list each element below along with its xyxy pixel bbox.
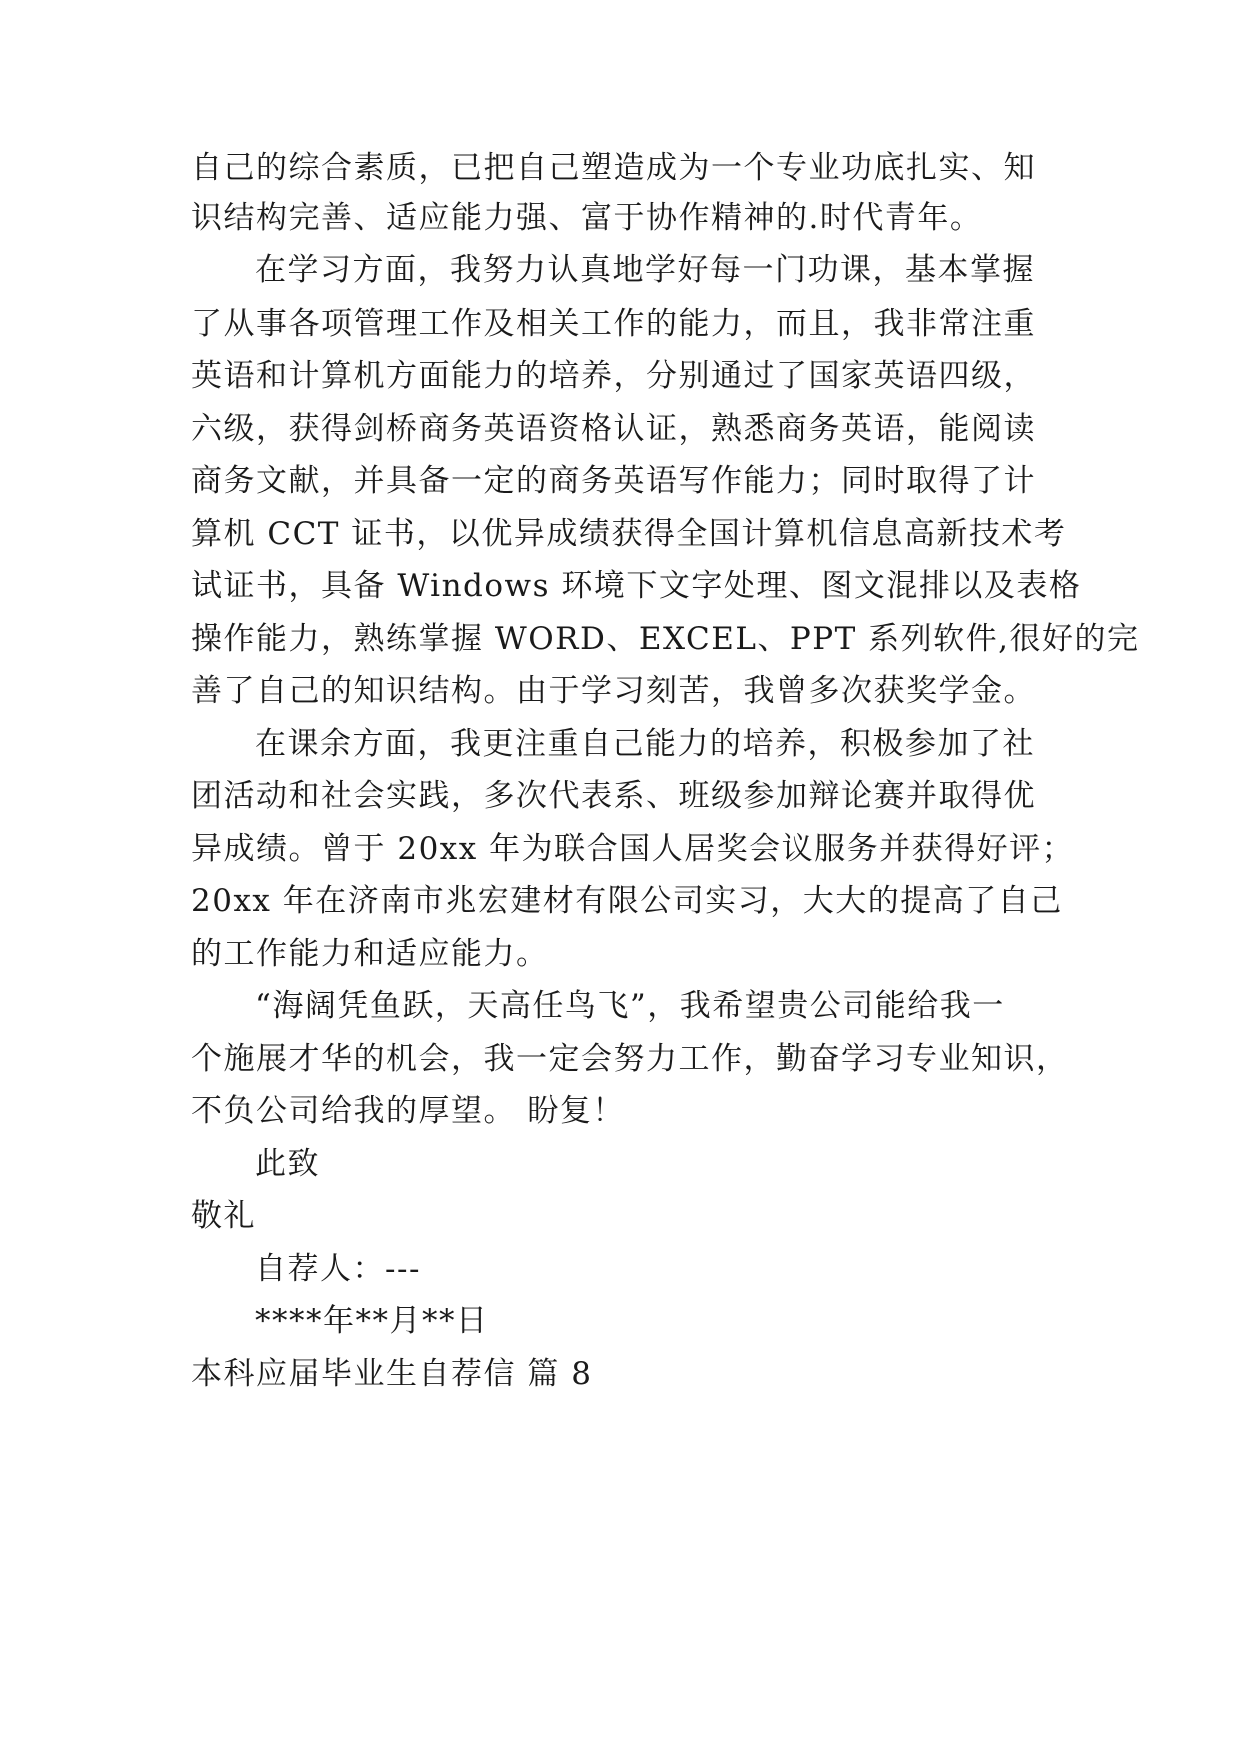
body-text-line: 英语和计算机方面能力的培养，分别通过了国家英语四级， bbox=[191, 358, 1036, 394]
body-text-line: 了从事各项管理工作及相关工作的能力，而且，我非常注重 bbox=[191, 306, 1036, 342]
body-text-line: 试证书，具备 Windows 环境下文字处理、图文混排以及表格 bbox=[191, 568, 1082, 604]
salutation-jingli: 敬礼 bbox=[191, 1198, 256, 1234]
body-text-line: 团活动和社会实践，多次代表系、班级参加辩论赛并取得优 bbox=[191, 778, 1036, 814]
paragraph-study-first-line: 在学习方面，我努力认真地学好每一门功课，基本掌握 bbox=[255, 252, 1035, 288]
section-heading: 本科应届毕业生自荐信 篇 8 bbox=[191, 1356, 593, 1392]
salutation-cizhi: 此致 bbox=[255, 1146, 320, 1182]
body-text-line: 的工作能力和适应能力。 bbox=[191, 936, 549, 972]
signature-recommender: 自荐人：--- bbox=[255, 1251, 421, 1287]
body-text-line: 算机 CCT 证书，以优异成绩获得全国计算机信息高新技术考 bbox=[191, 516, 1067, 552]
paragraph-extracurricular-first-line: 在课余方面，我更注重自己能力的培养，积极参加了社 bbox=[255, 726, 1035, 762]
body-text-line: 六级，获得剑桥商务英语资格认证，熟悉商务英语，能阅读 bbox=[191, 411, 1036, 447]
body-text-line: 识结构完善、适应能力强、富于协作精神的.时代青年。 bbox=[191, 200, 983, 236]
body-text-line: 20xx 年在济南市兆宏建材有限公司实习，大大的提高了自己 bbox=[191, 883, 1063, 919]
body-text-line: 自己的综合素质，已把自己塑造成为一个专业功底扎实、知 bbox=[191, 150, 1036, 186]
paragraph-closing-first-line: “海阔凭鱼跃，天高任鸟飞”，我希望贵公司能给我一 bbox=[255, 988, 1005, 1024]
body-text-line: 操作能力，熟练掌握 WORD、EXCEL、PPT 系列软件,很好的完 bbox=[191, 621, 1140, 657]
body-text-line: 不负公司给我的厚望。 盼复！ bbox=[191, 1093, 625, 1129]
body-text-line: 个施展才华的机会，我一定会努力工作，勤奋学习专业知识， bbox=[191, 1041, 1069, 1077]
body-text-line: 商务文献，并具备一定的商务英语写作能力；同时取得了计 bbox=[191, 463, 1036, 499]
body-text-line: 善了自己的知识结构。由于学习刻苦，我曾多次获奖学金。 bbox=[191, 673, 1036, 709]
signature-date: ****年**月**日 bbox=[255, 1303, 489, 1339]
body-text-line: 异成绩。曾于 20xx 年为联合国人居奖会议服务并获得好评； bbox=[191, 831, 1075, 867]
